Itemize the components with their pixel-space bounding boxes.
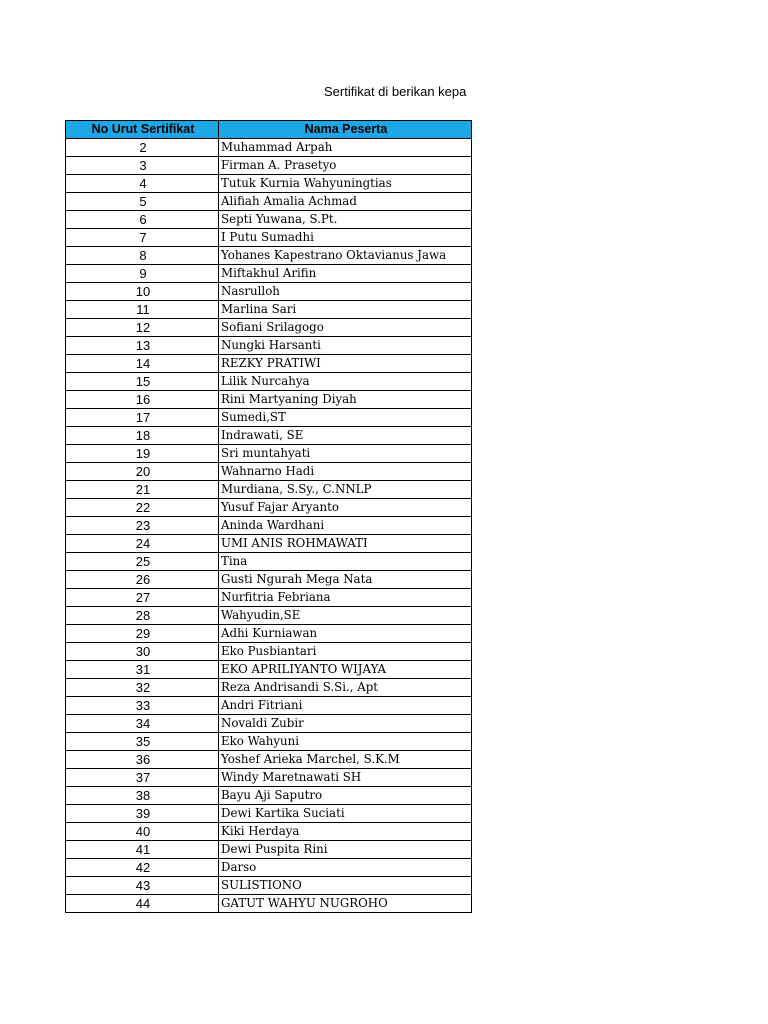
participant-name: Kiki Herdaya bbox=[219, 823, 472, 841]
table-row bbox=[66, 355, 472, 373]
participant-name: Marlina Sari bbox=[219, 301, 472, 319]
participant-name: Murdiana, S.Sy., C.NNLP bbox=[219, 481, 472, 499]
participant-name: Yohanes Kapestrano Oktavianus Jawa bbox=[219, 247, 472, 265]
table-row bbox=[66, 553, 472, 571]
table-row bbox=[66, 139, 472, 157]
table-row bbox=[66, 805, 472, 823]
certificate-number: 16 bbox=[66, 391, 219, 409]
certificate-number: 32 bbox=[66, 679, 219, 697]
table-row bbox=[66, 571, 472, 589]
table-row bbox=[66, 517, 472, 535]
certificate-number: 10 bbox=[66, 283, 219, 301]
table-row bbox=[66, 157, 472, 175]
table-row bbox=[66, 643, 472, 661]
table-row bbox=[66, 661, 472, 679]
participant-name: Septi Yuwana, S.Pt. bbox=[219, 211, 472, 229]
participant-name: Muhammad Arpah bbox=[219, 139, 472, 157]
table-body bbox=[66, 139, 472, 913]
table-row bbox=[66, 859, 472, 877]
table-row bbox=[66, 247, 472, 265]
table-row bbox=[66, 193, 472, 211]
table-row bbox=[66, 769, 472, 787]
table-row bbox=[66, 535, 472, 553]
participant-name: Tutuk Kurnia Wahyuningtias bbox=[219, 175, 472, 193]
certificate-number: 29 bbox=[66, 625, 219, 643]
participant-name: Reza Andrisandi S.Si., Apt bbox=[219, 679, 472, 697]
participant-name: Novaldi Zubir bbox=[219, 715, 472, 733]
table-row bbox=[66, 625, 472, 643]
certificate-number: 6 bbox=[66, 211, 219, 229]
certificate-number: 5 bbox=[66, 193, 219, 211]
participant-name: Miftakhul Arifin bbox=[219, 265, 472, 283]
certificate-number: 22 bbox=[66, 499, 219, 517]
table-row bbox=[66, 733, 472, 751]
table-row bbox=[66, 877, 472, 895]
participant-name: Bayu Aji Saputro bbox=[219, 787, 472, 805]
table-row bbox=[66, 373, 472, 391]
certificate-number: 30 bbox=[66, 643, 219, 661]
table-row bbox=[66, 319, 472, 337]
certificate-number: 9 bbox=[66, 265, 219, 283]
participant-name: Darso bbox=[219, 859, 472, 877]
participant-name: UMI ANIS ROHMAWATI bbox=[219, 535, 472, 553]
participant-name: Dewi Puspita Rini bbox=[219, 841, 472, 859]
certificate-number: 43 bbox=[66, 877, 219, 895]
page-title: Sertifikat di berikan kepa bbox=[324, 84, 467, 99]
certificate-number: 25 bbox=[66, 553, 219, 571]
participant-name: Sri muntahyati bbox=[219, 445, 472, 463]
certificate-number: 19 bbox=[66, 445, 219, 463]
participant-name: Nasrulloh bbox=[219, 283, 472, 301]
table-row bbox=[66, 895, 472, 913]
certificate-number: 42 bbox=[66, 859, 219, 877]
certificate-number: 14 bbox=[66, 355, 219, 373]
certificate-number: 36 bbox=[66, 751, 219, 769]
table-row bbox=[66, 679, 472, 697]
participant-name: Gusti Ngurah Mega Nata bbox=[219, 571, 472, 589]
table-row bbox=[66, 463, 472, 481]
certificate-number: 21 bbox=[66, 481, 219, 499]
table-row bbox=[66, 175, 472, 193]
table-row bbox=[66, 391, 472, 409]
participant-name: EKO APRILIYANTO WIJAYA bbox=[219, 661, 472, 679]
certificate-number: 11 bbox=[66, 301, 219, 319]
participant-name: Alifiah Amalia Achmad bbox=[219, 193, 472, 211]
certificate-number: 8 bbox=[66, 247, 219, 265]
certificate-number: 26 bbox=[66, 571, 219, 589]
table-row bbox=[66, 337, 472, 355]
participant-name: Nungki Harsanti bbox=[219, 337, 472, 355]
certificate-number: 28 bbox=[66, 607, 219, 625]
participant-name: Rini Martyaning Diyah bbox=[219, 391, 472, 409]
certificate-number: 7 bbox=[66, 229, 219, 247]
participant-name: Indrawati, SE bbox=[219, 427, 472, 445]
certificate-number: 15 bbox=[66, 373, 219, 391]
participant-name: Eko Pusbiantari bbox=[219, 643, 472, 661]
participant-name: Andri Fitriani bbox=[219, 697, 472, 715]
participant-name: Wahnarno Hadi bbox=[219, 463, 472, 481]
participant-name: Windy Maretnawati SH bbox=[219, 769, 472, 787]
certificate-number: 24 bbox=[66, 535, 219, 553]
table-row bbox=[66, 589, 472, 607]
table-row bbox=[66, 229, 472, 247]
table-row bbox=[66, 283, 472, 301]
participant-name: SULISTIONO bbox=[219, 877, 472, 895]
certificate-number: 23 bbox=[66, 517, 219, 535]
certificate-number: 37 bbox=[66, 769, 219, 787]
participant-name: REZKY PRATIWI bbox=[219, 355, 472, 373]
certificate-number: 38 bbox=[66, 787, 219, 805]
participant-name: Sofiani Srilagogo bbox=[219, 319, 472, 337]
table-row bbox=[66, 265, 472, 283]
participant-name: Eko Wahyuni bbox=[219, 733, 472, 751]
table-row bbox=[66, 823, 472, 841]
certificate-number: 31 bbox=[66, 661, 219, 679]
certificate-number: 39 bbox=[66, 805, 219, 823]
table-row bbox=[66, 445, 472, 463]
participant-name: Yusuf Fajar Aryanto bbox=[219, 499, 472, 517]
table-row bbox=[66, 481, 472, 499]
certificate-number: 44 bbox=[66, 895, 219, 913]
table-row bbox=[66, 211, 472, 229]
participant-name: Yoshef Arieka Marchel, S.K.M bbox=[219, 751, 472, 769]
participant-name: Adhi Kurniawan bbox=[219, 625, 472, 643]
certificate-table bbox=[65, 120, 472, 913]
table-row bbox=[66, 607, 472, 625]
certificate-number: 13 bbox=[66, 337, 219, 355]
table-row bbox=[66, 499, 472, 517]
participant-name: Nurfitria Febriana bbox=[219, 589, 472, 607]
participant-name: Sumedi,ST bbox=[219, 409, 472, 427]
participant-name: Wahyudin,SE bbox=[219, 607, 472, 625]
table-row bbox=[66, 841, 472, 859]
table-row bbox=[66, 301, 472, 319]
table-row bbox=[66, 715, 472, 733]
header-no-urut: No Urut Sertifikat bbox=[66, 121, 219, 139]
certificate-number: 2 bbox=[66, 139, 219, 157]
certificate-number: 12 bbox=[66, 319, 219, 337]
participant-name: I Putu Sumadhi bbox=[219, 229, 472, 247]
certificate-number: 3 bbox=[66, 157, 219, 175]
participant-name: Tina bbox=[219, 553, 472, 571]
certificate-number: 34 bbox=[66, 715, 219, 733]
certificate-number: 41 bbox=[66, 841, 219, 859]
table-row bbox=[66, 409, 472, 427]
participant-name: Lilik Nurcahya bbox=[219, 373, 472, 391]
participant-name: GATUT WAHYU NUGROHO bbox=[219, 895, 472, 913]
certificate-number: 20 bbox=[66, 463, 219, 481]
participant-name: Dewi Kartika Suciati bbox=[219, 805, 472, 823]
certificate-number: 27 bbox=[66, 589, 219, 607]
certificate-number: 40 bbox=[66, 823, 219, 841]
table-row bbox=[66, 787, 472, 805]
table-row bbox=[66, 751, 472, 769]
certificate-number: 17 bbox=[66, 409, 219, 427]
table-row bbox=[66, 427, 472, 445]
table-header-row bbox=[66, 121, 472, 139]
header-nama-peserta: Nama Peserta bbox=[219, 121, 472, 139]
table-row bbox=[66, 697, 472, 715]
certificate-number: 33 bbox=[66, 697, 219, 715]
certificate-number: 18 bbox=[66, 427, 219, 445]
certificate-number: 4 bbox=[66, 175, 219, 193]
participant-name: Firman A. Prasetyo bbox=[219, 157, 472, 175]
certificate-number: 35 bbox=[66, 733, 219, 751]
participant-name: Aninda Wardhani bbox=[219, 517, 472, 535]
